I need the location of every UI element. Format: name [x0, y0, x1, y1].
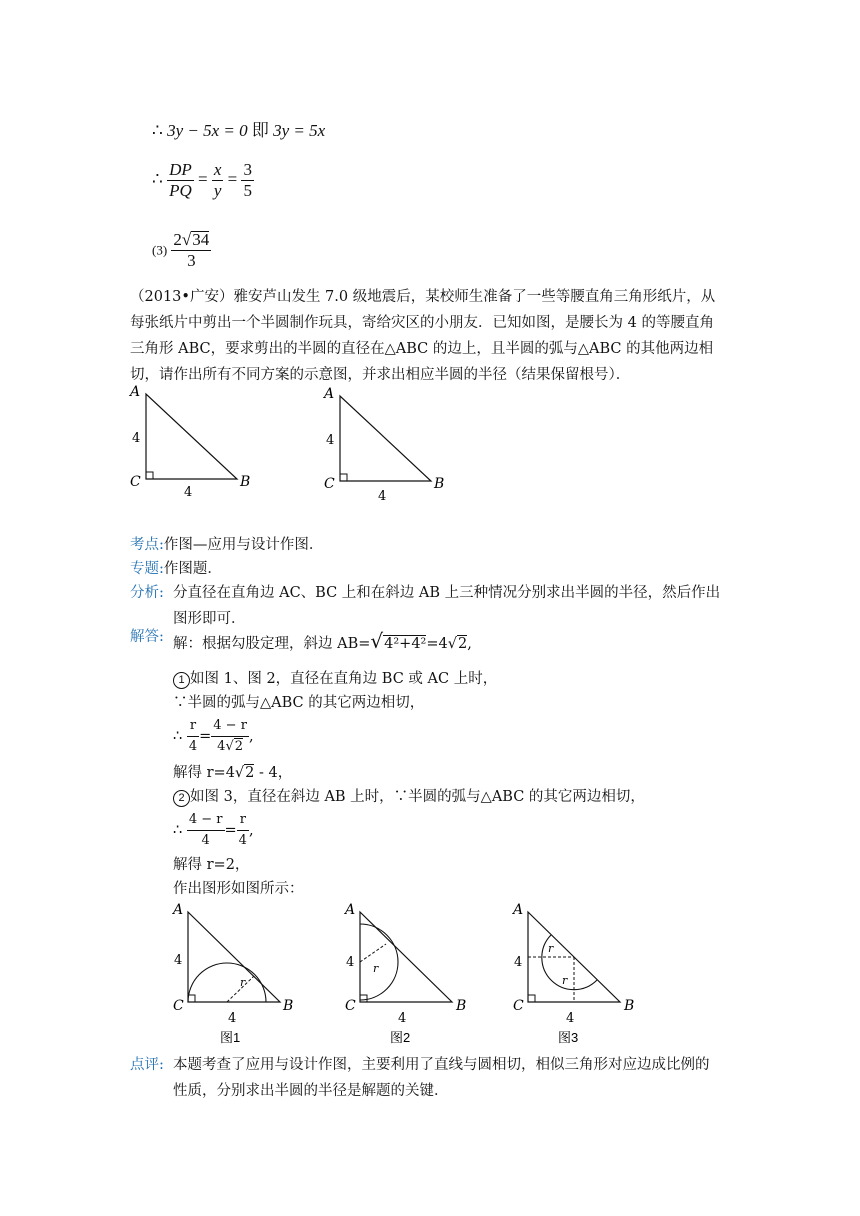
circled-number-1: 1 — [173, 672, 190, 689]
problem-statement — [130, 284, 750, 388]
radius-label-horizontal: r — [548, 942, 554, 955]
triangle-figure-2 — [318, 382, 458, 502]
case2-text: 如图 3，直径在斜边 AB 上时，∵半圆的弧与△ABC 的其它两边相切， — [190, 789, 645, 805]
jieda-label: 解答: — [130, 629, 164, 645]
frac-den: y — [213, 181, 222, 200]
radius-label-vertical: r — [562, 974, 568, 987]
side-bc-length: 4 — [228, 1011, 237, 1026]
part3-label: (3) — [152, 242, 168, 258]
figure-2-caption: 图2 — [390, 1030, 411, 1045]
frac-num: 4 − r — [211, 716, 249, 737]
frac-den: 5 — [243, 181, 252, 200]
problem-line: 三角形 ABC，要求剪出的半圆的直径在△ABC 的边上，且半圆的弧与△ABC 的其他两边相 — [130, 341, 714, 357]
coef: 4 — [217, 739, 226, 754]
problem-line: （2013•广安）雅安芦山发生 7.0 级地震后，某校师生准备了一些等腰直角三角形纸片，从 — [130, 289, 716, 305]
ratio-equation: ∴ $\frac{DP}{PQ}$ = $\frac{x}{y}$ = $\frac{3}{5}$ — [152, 160, 252, 200]
coef: =4 — [426, 636, 448, 652]
therefore-symbol: ∴ — [173, 822, 183, 839]
frac-num: DP — [169, 160, 192, 179]
solution-tail: - 4， — [254, 765, 293, 781]
jieda-line-1: 解：根据勾股定理，斜边 AB=√4²+4²=4√2, — [173, 629, 472, 653]
therefore-symbol: ∴ — [173, 728, 183, 745]
jieda-line-9 — [173, 876, 304, 902]
vertex-a-label: A — [324, 386, 335, 402]
radicand: 2 — [458, 636, 468, 652]
fenxi-line: 图形即可． — [173, 611, 246, 627]
figure-3-caption: 图3 — [558, 1030, 579, 1045]
frac-num: 4 − r — [187, 810, 225, 831]
kaodian-row — [130, 532, 323, 558]
kaodian-label: 考点: — [130, 537, 164, 553]
frac-den: 4 — [238, 833, 247, 848]
vertex-b-label: B — [456, 998, 467, 1014]
frac-den: 4√2 — [217, 739, 244, 754]
radicand: 4²+4² — [384, 636, 427, 652]
frac-num: 2√34 — [173, 230, 210, 249]
vertex-b-label: B — [434, 476, 445, 492]
radicand: 34 — [192, 230, 210, 249]
fenxi-row — [130, 580, 164, 606]
side-ac-length: 4 — [174, 953, 183, 968]
figure-3 — [508, 900, 648, 1048]
frac-den: PQ — [169, 181, 192, 200]
figure-1-caption: 图1 — [220, 1030, 241, 1045]
dianping-row — [130, 1052, 164, 1078]
side-bc-length: 4 — [378, 489, 387, 502]
fenxi-label: 分析: — [130, 585, 164, 601]
solution-r1: 解得 r=4 — [173, 765, 235, 781]
equation-connector: 即 — [251, 121, 269, 140]
vertex-c-label: C — [513, 998, 524, 1014]
jieda-line-3 — [173, 690, 424, 716]
coef: 2 — [173, 230, 182, 249]
dianping-text — [173, 1052, 743, 1104]
part3-answer — [152, 230, 211, 271]
zhuanti-text: 作图题． — [163, 561, 222, 577]
punct: , — [248, 822, 254, 839]
equals: = — [199, 728, 212, 745]
side-ac-length: 4 — [326, 433, 335, 448]
case1-text: 如图 1、图 2，直径在直角边 BC 或 AC 上时， — [190, 671, 498, 687]
figure-1 — [170, 900, 300, 1048]
vertex-c-label: C — [345, 998, 356, 1014]
jieda-line-5: 解得 r=4√2 - 4， — [173, 765, 293, 781]
equation-line-1 — [152, 116, 325, 141]
dianping-line: 性质，分别求出半圆的半径是解题的关键． — [173, 1083, 449, 1099]
fraction-dp-pq — [167, 160, 194, 201]
radicand: 2 — [245, 765, 255, 781]
frac-den: 4 — [188, 739, 198, 754]
jieda-line-8 — [173, 852, 249, 878]
pythagorean-text: 解：根据勾股定理，斜边 AB= — [173, 636, 371, 652]
vertex-a-label: A — [173, 902, 184, 918]
zhuanti-label: 专题: — [130, 561, 164, 577]
dianping-label: 点评: — [130, 1057, 164, 1073]
radius-label: r — [373, 962, 379, 975]
vertex-a-label: A — [513, 902, 524, 918]
side-bc-length: 4 — [398, 1011, 407, 1026]
punct: , — [248, 728, 254, 745]
therefore-symbol: ∴ — [152, 121, 163, 140]
jieda-row — [130, 624, 164, 650]
kaodian-text: 作图—应用与设计作图． — [163, 537, 324, 553]
side-bc-length: 4 — [184, 485, 193, 500]
vertex-b-label: B — [624, 998, 635, 1014]
circled-number-2: 2 — [173, 790, 190, 807]
fraction-r-over-4 — [237, 810, 249, 851]
frac-num: x — [213, 160, 222, 179]
radicand: 2 — [234, 739, 244, 754]
fraction-part3 — [171, 230, 211, 271]
frac-num: r — [187, 716, 199, 737]
vertex-c-label: C — [130, 474, 141, 490]
vertex-a-label: A — [345, 902, 356, 918]
fraction-3-5 — [241, 160, 254, 201]
frac-den: 3 — [187, 251, 196, 270]
therefore-symbol: ∴ — [152, 169, 163, 189]
side-ac-length: 4 — [132, 431, 141, 446]
zhuanti-row — [130, 556, 222, 582]
equation-3y-5x: 3y − 5x = 0 — [167, 121, 248, 140]
jieda-equation-1 — [173, 716, 254, 757]
solution-r2: 解得 r=2， — [173, 857, 250, 873]
equals: = — [224, 822, 237, 839]
side-bc-length: 4 — [566, 1011, 575, 1026]
vertex-b-label: B — [283, 998, 294, 1014]
triangle-figure-1 — [122, 380, 262, 500]
problem-line: 每张纸片中剪出一个半圆制作玩具，寄给灾区的小朋友．已知如图，是腰长为 4 的等腰直角 — [130, 315, 714, 331]
vertex-b-label: B — [240, 474, 251, 490]
fenxi-text — [173, 580, 743, 632]
fraction-x-y — [212, 160, 224, 201]
side-ac-length: 4 — [346, 955, 355, 970]
tangent-condition: ∵半圆的弧与△ABC 的其它两边相切， — [173, 695, 425, 711]
figure-intro: 作出图形如图所示： — [173, 881, 304, 897]
fraction-r-4 — [187, 716, 199, 757]
vertex-c-label: C — [173, 998, 184, 1014]
fraction-4-r — [211, 716, 249, 757]
fraction-4-r-over-4 — [187, 810, 225, 851]
problem-line: 切，请作出所有不同方案的示意图，并求出相应半圆的半径（结果保留根号）． — [130, 367, 631, 383]
jieda-line-6 — [173, 784, 645, 810]
punct: , — [467, 636, 472, 652]
fenxi-line: 分直径在直角边 AC、BC 上和在斜边 AB 上三种情况分别求出半圆的半径，然后作出 — [173, 585, 721, 601]
vertex-c-label: C — [324, 476, 335, 492]
frac-den: 4 — [201, 833, 210, 848]
equation-3y-eq-5x: 3y = 5x — [273, 121, 326, 140]
vertex-a-label: A — [130, 384, 141, 400]
figure-2 — [340, 900, 480, 1048]
jieda-equation-2 — [173, 810, 254, 851]
jieda-line-2 — [173, 666, 497, 692]
side-ac-length: 4 — [514, 955, 523, 970]
frac-num: 3 — [243, 160, 252, 179]
radius-label: r — [240, 976, 246, 989]
frac-num: r — [237, 810, 249, 831]
dianping-line: 本题考查了应用与设计作图，主要利用了直线与圆相切，相似三角形对应边成比例的 — [173, 1057, 710, 1073]
